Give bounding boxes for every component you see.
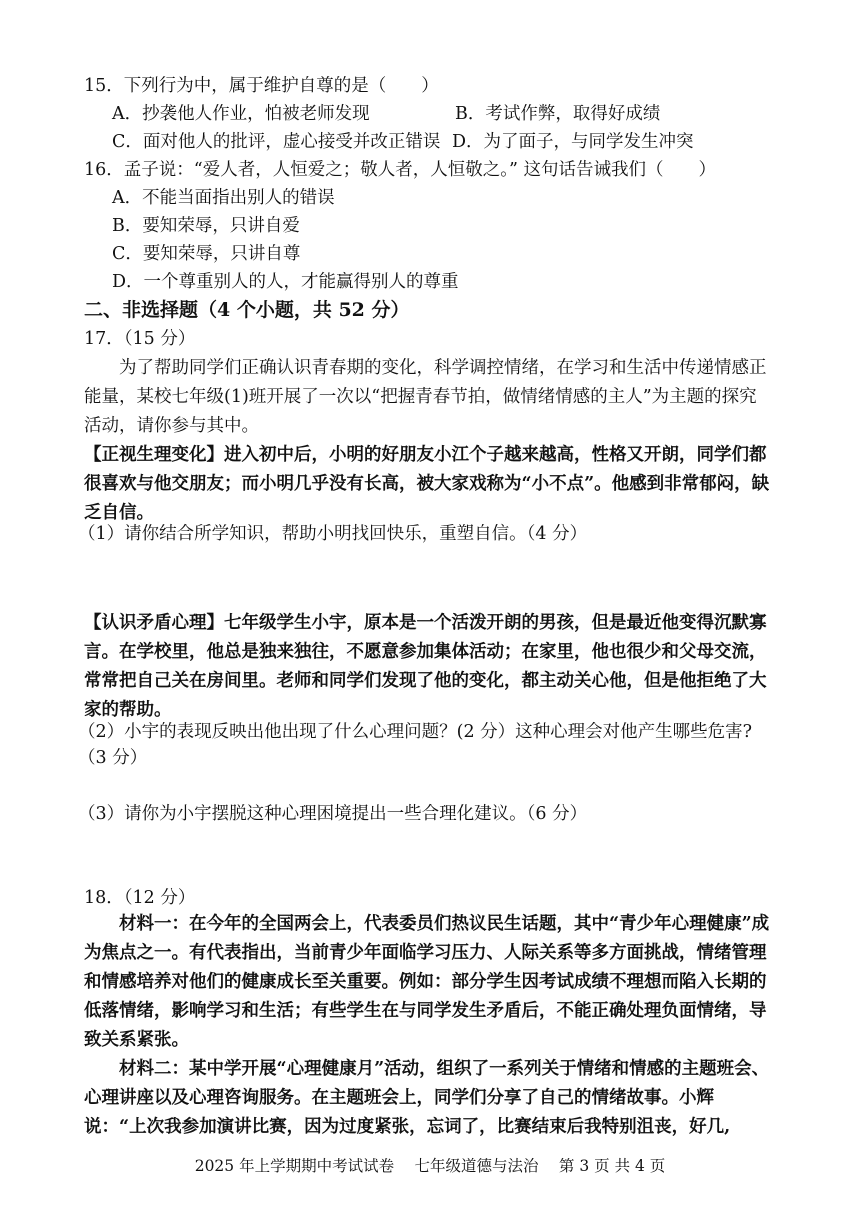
q15-option-c-text: C．面对他人的批评，虚心接受并改正错误 — [112, 132, 441, 152]
q15-stem: 15．下列行为中，属于维护自尊的是（ ） — [84, 76, 439, 96]
page-footer: 2025 年上学期期中考试试卷 七年级道德与法治 第 3 页 共 4 页 — [194, 1157, 666, 1175]
q17-sub1: （1）请你结合所学知识，帮助小明找回快乐，重塑自信。（4 分） — [78, 524, 588, 544]
q16-option-d: D．一个尊重别人的人，才能赢得别人的尊重 — [112, 272, 459, 292]
q15-option-a: A．抄袭他人作业，怕被老师发现 — [112, 104, 370, 124]
q17-part1 — [84, 441, 774, 528]
q16-option-c: C．要知荣辱，只讲自尊 — [112, 244, 301, 264]
q18-material2 — [84, 1055, 774, 1142]
q15-option-d: D．为了面子，与同学发生冲突 — [452, 132, 694, 152]
q18-m1-text: 在今年的全国两会上，代表委员们热议民生话题，其中“青少年心理健康”成为焦点之一。有代表指出，当前青少年面临学习压力、人际关系等多方面挑战，情绪管理和情感培养对他们的健康成长至关重要。例如：部分学生因考试成绩不理想而陷入长期的低落情绪，影响学习和生活；有些学生在与同学发生矛盾后，不能正确处理负面情绪，导致关系紧张。 — [84, 914, 770, 1050]
q18-material1 — [84, 910, 774, 1055]
q17-sub2-line1: （2）小宇的表现反映出他出现了什么心理问题？(2 分）这种心理会对他产生哪些危害? — [78, 722, 753, 742]
q18-m2-tag: 材料二： — [119, 1059, 189, 1079]
q17-part2-tag: 【认识矛盾心理】 — [84, 613, 224, 633]
q15-option-b: B．考试作弊，取得好成绩 — [455, 104, 661, 124]
q17-part1-tag: 【正视生理变化】 — [84, 445, 224, 465]
q15-option-c — [112, 130, 440, 154]
q17-part2 — [84, 609, 774, 725]
q16-option-a: A．不能当面指出别人的错误 — [112, 188, 335, 208]
q17-sub2-line2: （3 分） — [78, 748, 148, 768]
section-title: 二、非选择题（4 个小题，共 52 分） — [84, 299, 410, 321]
q17-number: 17．（15 分） — [84, 329, 196, 349]
q17-intro: 为了帮助同学们正确认识青春期的变化，科学调控情绪，在学习和生活中传递情感正能量，某校七年级(1)班开展了一次以“把握青春节拍，做情绪情感的主人”为主题的探究活动，请你参与其中。 — [84, 358, 767, 436]
q16-option-b: B．要知荣辱，只讲自爱 — [112, 216, 300, 236]
q17-part2-text: 七年级学生小宇，原本是一个活泼开朗的男孩，但是最近他变得沉默寡言。在学校里，他总是独来独往，不愿意参加集体活动；在家里，他也很少和父母交流，常常把自己关在房间里。老师和同学们发现了他的变化，都主动关心他，但是他拒绝了大家的帮助。 — [84, 613, 767, 720]
q17-sub3: （3）请你为小宇摆脱这种心理困境提出一些合理化建议。（6 分） — [78, 804, 588, 824]
q17-part1-text: 进入初中后，小明的好朋友小江个子越来越高，性格又开朗，同学们都很喜欢与他交朋友；而小明几乎没有长高，被大家戏称为“小不点”。他感到非常郁闷，缺乏自信。 — [84, 445, 770, 523]
q18-number: 18．（12 分） — [84, 888, 196, 908]
q16-stem: 16．孟子说：“爱人者，人恒爱之；敬人者，人恒敬之。” 这句话告诫我们（ ） — [84, 160, 716, 180]
q18-m2-text: 某中学开展“心理健康月”活动，组织了一系列关于情绪和情感的主题班会、心理讲座以及心理咨询服务。在主题班会上，同学们分享了自己的情绪故事。小辉说：“上次我参加演讲比赛，因为过度紧张，忘词了，比赛结束后我特别沮丧，好几, — [84, 1059, 770, 1137]
q18-m1-tag: 材料一： — [119, 914, 189, 934]
